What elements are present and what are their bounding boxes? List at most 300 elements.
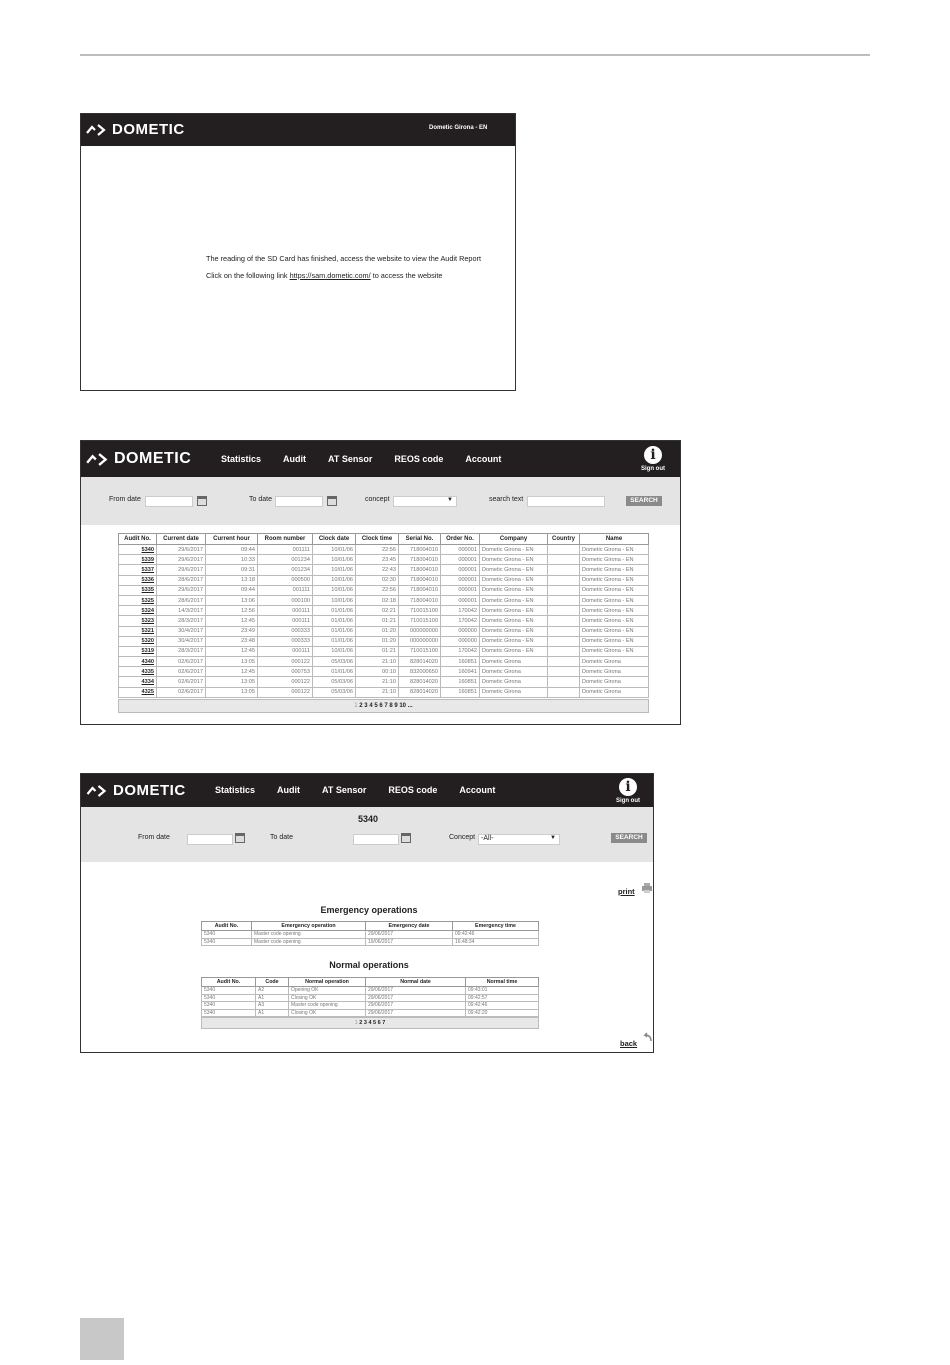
table-cell: 160851 [441,687,480,697]
table-cell: Dometic Girona [480,677,548,687]
search-text-input[interactable] [527,496,605,507]
table-cell: 09:42:46 [453,931,539,939]
dometic-logo [86,782,186,799]
pager-current-page: 1 [354,703,358,709]
column-header: Room number [258,534,313,545]
normal-pagination [201,1017,539,1029]
table-cell: 000753 [258,667,313,677]
table-cell: Dometic Girona [480,657,548,667]
audit-number-link[interactable]: 5335 [119,585,157,595]
table-cell: 21:10 [356,677,399,687]
dometic-logo [86,121,185,138]
table-cell: 09:44 [206,545,258,555]
table-cell: 718004010 [399,575,441,585]
from-date-input[interactable] [145,496,193,507]
table-cell: Dometic Girona - EN [480,555,548,565]
table-row [119,636,649,646]
table-cell [548,636,580,646]
column-header: Normal date [366,978,466,987]
audit-number-link[interactable]: 5336 [119,575,157,585]
table-cell: Opening OK [289,987,366,995]
table-row [119,616,649,626]
table-cell: 5340 [202,987,256,995]
nav-statistics[interactable]: Statistics [215,785,256,795]
dometic-logo-icon [86,453,110,466]
column-header: Clock date [313,534,356,545]
to-date-label: To date [249,496,272,503]
table-cell: Dometic Girona - EN [480,636,548,646]
table-row [119,687,649,697]
table-cell: Dometic Girona [480,687,548,697]
table-cell: 710015100 [399,646,441,656]
table-cell: Dometic Girona [580,687,649,697]
table-cell: 000001 [441,545,480,555]
table-row [119,585,649,595]
table-cell: A2 [256,987,289,995]
table-cell: 13:06 [206,595,258,605]
table-cell: 13:05 [206,677,258,687]
table-cell: 718004010 [399,595,441,605]
table-cell: 828014020 [399,657,441,667]
table-cell: 718004010 [399,585,441,595]
table-cell: 01:21 [356,646,399,656]
table-cell: 05/03/06 [313,677,356,687]
table-cell: 01/01/06 [313,667,356,677]
table-cell: 828014020 [399,677,441,687]
table-cell [548,646,580,656]
table-cell: Dometic Girona - EN [580,636,649,646]
column-header: Serial No. [399,534,441,545]
concept-label: concept [365,496,390,503]
table-row [202,938,539,946]
table-cell [548,687,580,697]
table-cell: Dometic Girona - EN [580,646,649,656]
table-cell: 05/03/06 [313,687,356,697]
table-cell: 29/06/2017 [366,1009,466,1017]
dropdown-arrow-icon: ▼ [550,835,556,841]
screenshot-audit-list [80,440,681,725]
table-cell: Dometic Girona [580,677,649,687]
table-cell: 29/6/2017 [157,555,206,565]
sd-message: The reading of the SD Card has finished, access the website to view the Audit Report [206,254,482,263]
table-cell: 10/01/06 [313,585,356,595]
table-cell: Dometic Girona - EN [480,575,548,585]
header-bar [81,774,653,807]
table-cell: Dometic Girona - EN [580,595,649,605]
audit-number-link[interactable]: 4335 [119,667,157,677]
table-cell: 5340 [202,938,252,946]
table-cell: 718004010 [399,545,441,555]
table-cell: 28/3/2017 [157,616,206,626]
audit-pagination [118,699,649,713]
table-row [119,626,649,636]
table-row [119,555,649,565]
table-cell: 5340 [202,931,252,939]
nav-account[interactable]: Account [465,454,502,464]
table-row [119,677,649,687]
table-cell [548,667,580,677]
nav-account[interactable]: Account [459,785,496,795]
table-cell: Dometic Girona - EN [580,545,649,555]
table-cell: 23:49 [206,626,258,636]
table-cell: 22:43 [356,565,399,575]
to-date-calendar-icon[interactable] [327,496,337,506]
table-cell: 001234 [258,565,313,575]
table-cell: Dometic Girona - EN [480,585,548,595]
table-row [202,994,539,1002]
emergency-table [201,921,539,946]
table-cell: Dometic Girona [580,657,649,667]
website-link[interactable]: https://sam.dometic.com/ [289,271,371,280]
table-row [119,565,649,575]
table-cell: 10/01/06 [313,595,356,605]
table-cell: 000333 [258,636,313,646]
nav-at-sensor[interactable]: AT Sensor [322,785,367,795]
to-date-input[interactable] [353,834,399,845]
screenshot-sd-card [80,113,516,391]
concept-label: Concept [449,834,476,841]
audit-number-link[interactable]: 5325 [119,595,157,605]
sign-out-button[interactable] [616,778,640,804]
audit-number-link[interactable]: 5319 [119,646,157,656]
top-rule [80,54,870,56]
audit-number-link[interactable]: 5340 [119,545,157,555]
table-cell: 718004010 [399,565,441,575]
to-date-input[interactable] [275,496,323,507]
column-header: Emergency date [366,922,453,931]
table-cell: 000111 [258,616,313,626]
table-cell: Closing OK [289,1009,366,1017]
table-cell: Dometic Girona [580,667,649,677]
table-cell: 000122 [258,687,313,697]
table-cell: 000000 [441,636,480,646]
brand-text: DOMETIC [114,450,192,467]
from-date-calendar-icon[interactable] [197,496,207,506]
link-prefix: Click on the following link [206,271,290,280]
table-cell: 000100 [258,595,313,605]
table-cell: 5340 [202,1002,256,1010]
table-row [119,646,649,656]
table-cell: 01:20 [356,636,399,646]
column-header: Country [548,534,580,545]
sd-link-line [206,271,442,280]
table-cell: 000001 [441,585,480,595]
audit-detail-title: 5340 [358,814,379,824]
table-cell: 000000000 [399,636,441,646]
brand-text: DOMETIC [113,782,186,799]
column-header: Company [480,534,548,545]
column-header: Audit No. [202,922,252,931]
normal-table [201,977,539,1017]
concept-select[interactable] [478,834,560,845]
table-cell: Dometic Girona - EN [480,606,548,616]
from-date-calendar-icon[interactable] [235,833,245,843]
table-cell [548,606,580,616]
link-suffix: to access the website [370,271,443,280]
main-nav [221,454,523,464]
table-cell: 22:56 [356,545,399,555]
search-text-label: search text [489,496,524,503]
table-cell: 01:21 [356,616,399,626]
column-header: Current hour [206,534,258,545]
dropdown-arrow-icon: ▼ [447,497,453,503]
sign-out-label: Sign out [616,798,640,804]
table-cell: 160941 [441,667,480,677]
table-cell: A3 [256,1002,289,1010]
table-cell: 02:18 [356,595,399,605]
filter-bar [81,807,653,862]
nav-statistics[interactable]: Statistics [221,454,262,464]
dometic-logo-icon [86,785,109,797]
table-cell: 02/6/2017 [157,657,206,667]
header-bar [81,441,680,477]
table-cell: 02:30 [356,575,399,585]
table-cell [548,595,580,605]
table-cell: 000111 [258,646,313,656]
table-cell: Dometic Girona [480,667,548,677]
table-cell: 02/6/2017 [157,677,206,687]
table-cell: 000001 [441,595,480,605]
table-cell [548,626,580,636]
table-cell: 01/01/06 [313,636,356,646]
table-cell: 16:48:34 [453,938,539,946]
table-cell [548,575,580,585]
table-cell: Dometic Girona - EN [480,545,548,555]
table-cell: 718004010 [399,555,441,565]
table-cell: 10:33 [206,555,258,565]
from-date-input[interactable] [187,834,233,845]
table-cell [548,555,580,565]
nav-reos-code[interactable]: REOS code [394,454,444,464]
table-cell [548,657,580,667]
table-cell: 29/06/2017 [366,987,466,995]
table-cell: 23:48 [206,636,258,646]
table-cell: 14/3/2017 [157,606,206,616]
printer-icon[interactable] [641,882,653,894]
table-cell: 09:42:46 [466,1002,539,1010]
table-cell: 23:45 [356,555,399,565]
header-bar [81,114,515,146]
table-cell: 01/01/06 [313,626,356,636]
table-cell: 28/6/2017 [157,595,206,605]
table-cell: 000001 [441,555,480,565]
table-cell: 001111 [258,585,313,595]
table-row [119,545,649,555]
table-cell: 01/01/06 [313,606,356,616]
column-header: Normal time [466,978,539,987]
table-cell: 09:31 [206,565,258,575]
table-cell: Closing OK [289,994,366,1002]
column-header: Emergency operation [252,922,366,931]
table-cell: 19/06/2017 [366,938,453,946]
table-cell: 160851 [441,657,480,667]
column-header: Current date [157,534,206,545]
audit-number-link[interactable]: 5323 [119,616,157,626]
column-header: Audit No. [119,534,157,545]
table-cell: Dometic Girona - EN [580,565,649,575]
column-header: Name [580,534,649,545]
table-cell: 000122 [258,657,313,667]
table-cell: Dometic Girona - EN [580,585,649,595]
table-cell: 170042 [441,616,480,626]
header-account-name: Dometic Girona - EN [429,125,488,131]
back-arrow-icon[interactable] [642,1032,653,1043]
table-row [119,575,649,585]
nav-reos-code[interactable]: REOS code [388,785,438,795]
table-cell: 10/01/06 [313,646,356,656]
table-cell: 09:42:20 [466,1009,539,1017]
table-cell: 5340 [202,1009,256,1017]
sign-out-button[interactable] [641,446,665,472]
table-cell: Dometic Girona - EN [580,575,649,585]
column-header: Order No. [441,534,480,545]
search-button[interactable]: SEARCH [611,833,647,843]
dometic-logo [86,450,191,468]
pager-current-page: 1 [354,1020,358,1026]
table-cell: 29/6/2017 [157,585,206,595]
table-cell: 170042 [441,606,480,616]
table-cell: 09:43:01 [466,987,539,995]
column-header: Normal operation [289,978,366,987]
table-row [202,1009,539,1017]
back-link[interactable]: back [620,1039,638,1048]
table-cell: 28/6/2017 [157,575,206,585]
table-cell: 22:56 [356,585,399,595]
table-row [202,987,539,995]
column-header: Code [256,978,289,987]
table-cell: 13:05 [206,687,258,697]
table-cell: 30/4/2017 [157,636,206,646]
concept-select[interactable] [393,496,457,507]
table-cell: Dometic Girona - EN [480,616,548,626]
table-cell: 170042 [441,646,480,656]
table-cell: A1 [256,1009,289,1017]
audit-number-link[interactable]: 5321 [119,626,157,636]
table-cell: 000111 [258,606,313,616]
table-cell: 05/03/06 [313,657,356,667]
column-header: Audit No. [202,978,256,987]
table-cell: Dometic Girona - EN [480,595,548,605]
table-cell: 001111 [258,545,313,555]
table-row [202,931,539,939]
table-cell: 30/4/2017 [157,626,206,636]
table-cell: 710015100 [399,616,441,626]
table-row [119,657,649,667]
table-cell: 160851 [441,677,480,687]
table-cell: Master code opening [252,931,366,939]
table-cell: Master code opening [252,938,366,946]
table-cell: Dometic Girona - EN [480,626,548,636]
table-cell [548,565,580,575]
table-row [119,606,649,616]
table-cell: 10/01/06 [313,545,356,555]
table-cell [548,585,580,595]
audit-number-link[interactable]: 4325 [119,687,157,697]
table-cell [548,545,580,555]
table-row [119,667,649,677]
audit-number-link[interactable]: 5339 [119,555,157,565]
table-cell: 02/6/2017 [157,667,206,677]
to-date-calendar-icon[interactable] [401,833,411,843]
audit-number-link[interactable]: 4340 [119,657,157,667]
nav-audit[interactable]: Audit [283,454,307,464]
table-cell: 09:42:57 [466,994,539,1002]
table-cell: 13:18 [206,575,258,585]
table-cell: 12:45 [206,646,258,656]
audit-number-link[interactable]: 5324 [119,606,157,616]
table-cell: Dometic Girona - EN [580,626,649,636]
table-cell: 000001 [441,565,480,575]
table-cell: 000000 [441,626,480,636]
table-cell: 13:05 [206,657,258,667]
table-cell: 10/01/06 [313,565,356,575]
table-cell: 5340 [202,994,256,1002]
column-header: Emergency time [453,922,539,931]
normal-title: Normal operations [329,960,409,970]
table-cell: 01:20 [356,626,399,636]
table-cell: 29/06/2017 [366,994,466,1002]
nav-audit[interactable]: Audit [277,785,301,795]
table-cell: 10/01/06 [313,575,356,585]
table-cell: 02/6/2017 [157,687,206,697]
column-header: Clock time [356,534,399,545]
table-cell [548,616,580,626]
table-cell: 29/6/2017 [157,565,206,575]
table-cell: 000001 [441,575,480,585]
table-cell: 000000000 [399,626,441,636]
table-cell: Dometic Girona - EN [480,565,548,575]
table-cell: Dometic Girona - EN [580,555,649,565]
pager-pages[interactable]: 2 3 4 5 6 7 8 9 10 ... [357,703,413,709]
audit-number-link[interactable]: 5320 [119,636,157,646]
table-cell: 21:10 [356,657,399,667]
table-cell: Master code opening [289,1002,366,1010]
brand-text: DOMETIC [112,121,185,138]
audit-number-link[interactable]: 4334 [119,677,157,687]
table-cell [548,677,580,687]
nav-at-sensor[interactable]: AT Sensor [328,454,373,464]
table-cell: 10/01/06 [313,555,356,565]
table-cell: Dometic Girona - EN [580,616,649,626]
audit-table [118,533,649,698]
table-cell: 828014020 [399,687,441,697]
table-cell: 12:45 [206,616,258,626]
table-cell: 12:56 [206,606,258,616]
table-cell: 29/06/2017 [366,1002,466,1010]
audit-number-link[interactable]: 5337 [119,565,157,575]
pager-pages[interactable]: 2 3 4 5 6 7 [357,1020,386,1026]
table-cell: 001234 [258,555,313,565]
table-cell: 00:10 [356,667,399,677]
emergency-title: Emergency operations [320,905,418,915]
search-button[interactable]: SEARCH [626,496,662,506]
table-cell: 29/6/2017 [157,545,206,555]
from-date-label: From date [109,496,141,503]
table-cell: 710015100 [399,606,441,616]
table-cell: Dometic Girona - EN [480,646,548,656]
table-cell: 000333 [258,626,313,636]
main-nav [215,785,517,795]
print-link[interactable]: print [618,887,635,896]
table-cell: 21:10 [356,687,399,697]
info-icon: i [644,446,662,464]
table-cell: 12:45 [206,667,258,677]
table-cell: 02:21 [356,606,399,616]
table-cell: Dometic Girona - EN [580,606,649,616]
to-date-label: To date [270,834,293,841]
screenshot-audit-detail [80,773,654,1053]
dometic-logo-icon [86,124,108,136]
